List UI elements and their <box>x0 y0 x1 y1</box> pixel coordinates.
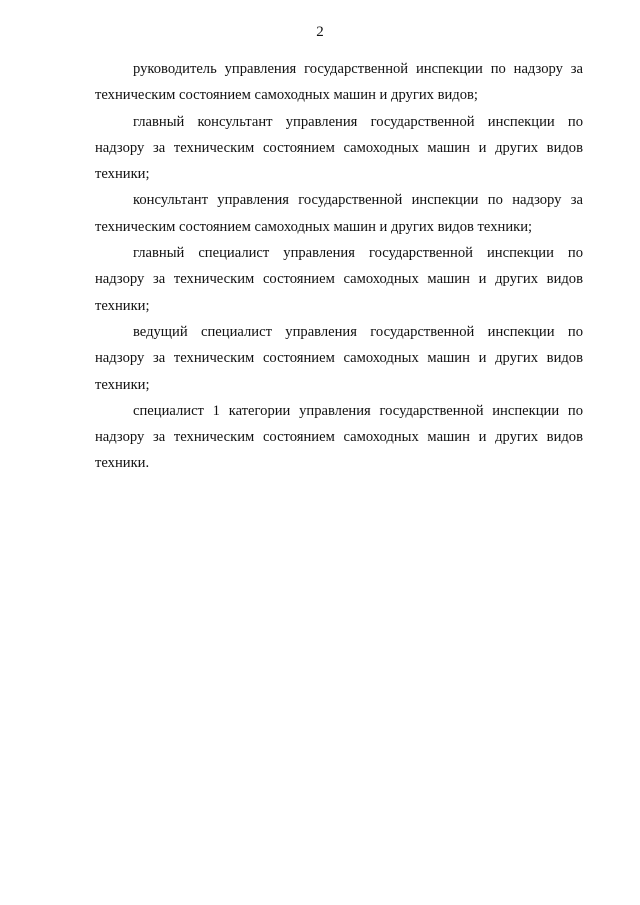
document-body <box>95 56 583 477</box>
paragraph-position-head: руководитель управления государственной инспекции по надзору за техническим состоянием самоходных машин и других видов; <box>95 61 583 104</box>
paragraph-position-consultant: консультант управления государственной инспекции по надзору за техническим состоянием самоходных машин и других видов техники; <box>95 192 583 235</box>
paragraph-position-chief-consultant: главный консультант управления государственной инспекции по надзору за техническим состоянием самоходных машин и других видов техники; <box>95 113 583 183</box>
paragraph-position-chief-specialist: главный специалист управления государственной инспекции по надзору за техническим состоянием самоходных машин и других видов техники; <box>95 245 583 314</box>
paragraph-position-specialist-category-1: специалист 1 категории управления государственной инспекции по надзору за техническим состоянием самоходных машин и других видов техники. <box>95 402 583 472</box>
paragraph-position-leading-specialist: ведущий специалист управления государственной инспекции по надзору за техническим состоянием самоходных машин и других видов техники; <box>95 323 583 393</box>
page-number: 2 <box>316 24 324 40</box>
